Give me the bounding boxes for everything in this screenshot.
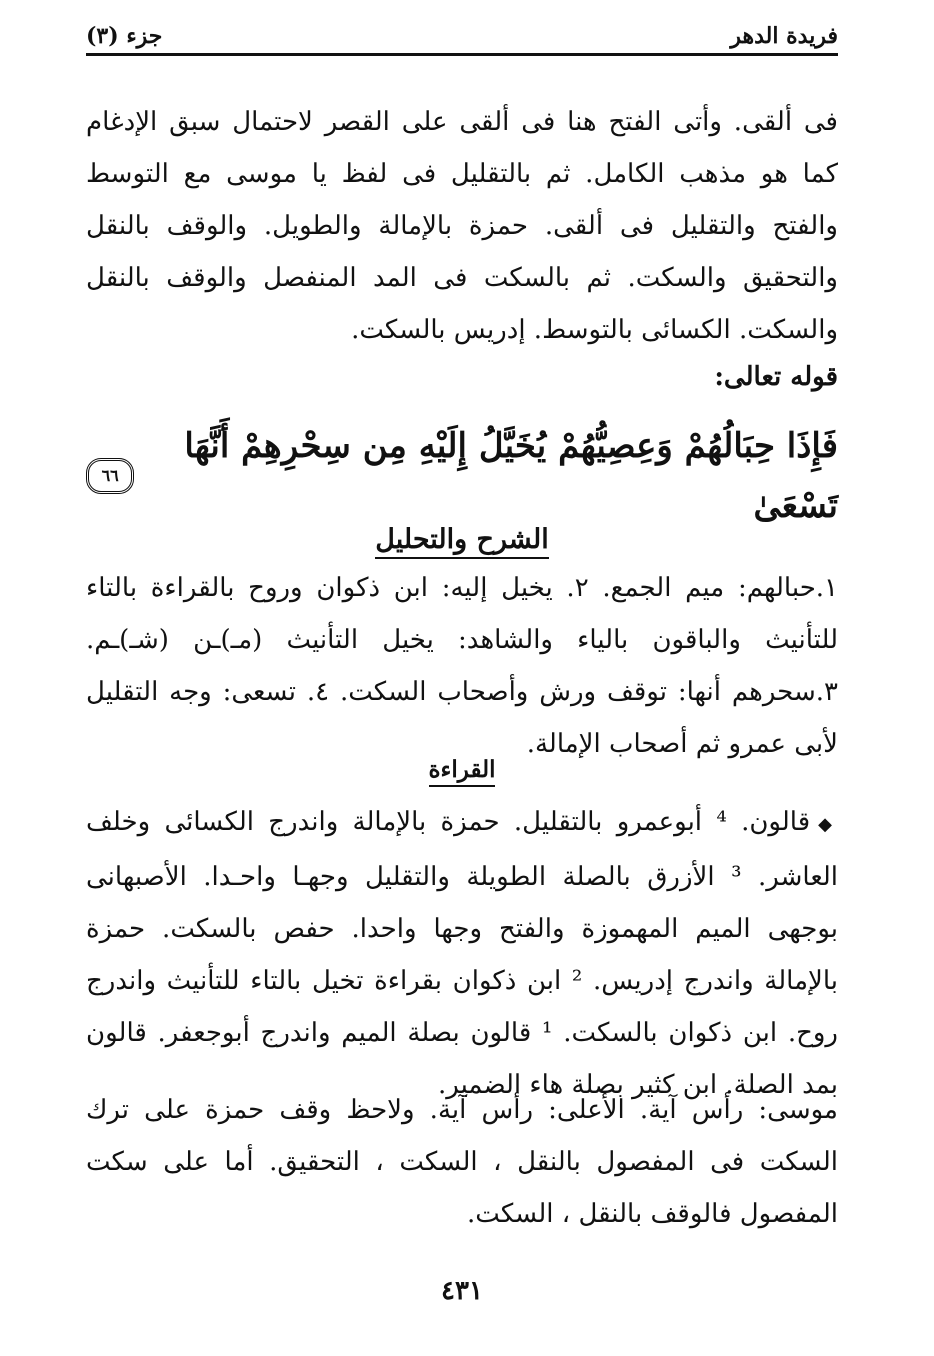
aya-number-marker — [86, 458, 134, 494]
bullet-diamond-icon: ◆ — [818, 814, 839, 835]
header-title: فريدة الدهر — [730, 23, 838, 49]
sharh-section-title — [86, 524, 838, 555]
qiraa-title-text: القراءة — [429, 756, 496, 787]
intro-paragraph: فى ألقى. وأتى الفتح هنا فى ألقى على القصر لاحتمال سبق الإدغام كما هو مذهب الكامل. ثم بالتقليل فى لفظ يا موسى مع التوسط والفتح والتقليل فى ألقى. حمزة بالإمالة والطويل. والوقف بالنقل والتحقيق والسكت. ثم بالسكت فى المد المنفصل والوقف بالنقل والسكت. الكسائى بالتوسط. إدريس بالسكت. — [86, 107, 838, 345]
quran-verse — [86, 416, 866, 536]
qiraa-text: قالون. ⁴ أبوعمرو بالتقليل. حمزة بالإمالة واندرج الكسائى وخلف العاشر. ³ الأزرق بالصلة الطويلة والتقليل وجهـا واحـدا. الأصبهانى بوجهى الميم المهموزة والفتح وجها واحدا. حفص بالسكت. حمزة بالإمالة واندرج إدريس. ² ابن ذكوان بقراءة تخيل بالتاء للتأنيث واندرج روح. ابن ذكوان بالسكت. ¹ قالون بصلة الميم واندرج أبوجعفر. قالون بمد الصلة. ابن كثير بصلة هاء الضمير. — [86, 807, 839, 1100]
qiraa-section-title — [86, 756, 838, 783]
sharh-title-text: الشرح والتحليل — [375, 524, 548, 559]
header-part: جزء (٣) — [86, 23, 163, 49]
verse-text: فَإِذَا حِبَالُهُمْ وَعِصِيُّهُمْ يُخَيَّلُ إِلَيْهِ مِن سِحْرِهِمْ أَنَّهَا تَسْعَىٰ — [184, 426, 838, 526]
qawluh-heading: قوله تعالى: — [714, 362, 838, 392]
musa-paragraph: موسى: رأس آية. الأعلى: رأس آية. ولاحظ وقف حمزة على ترك السكت فى المفصول بالنقل ، السكت ، التحقيق. أما على سكت المفصول فالوقف بالنقل ، السكت. — [86, 1095, 838, 1229]
aya-number: ٦٦ — [101, 466, 119, 485]
sharh-paragraph: ١.حبالهم: ميم الجمع. ٢. يخيل إليه: ابن ذكوان وروح بالقراءة بالتاء للتأنيث والباقون بالياء والشاهد: يخيل التأنيث (مـ)ـن (شـ)ـم. ٣.سحرهم أنها: توقف ورش وأصحاب السكت. ٤. تسعى: وجه التقليل لأبى عمرو ثم أصحاب الإمالة. — [86, 573, 838, 759]
page-number: ٤٣١ — [441, 1276, 483, 1306]
qiraa-paragraph — [86, 796, 838, 1111]
running-header — [86, 16, 838, 56]
